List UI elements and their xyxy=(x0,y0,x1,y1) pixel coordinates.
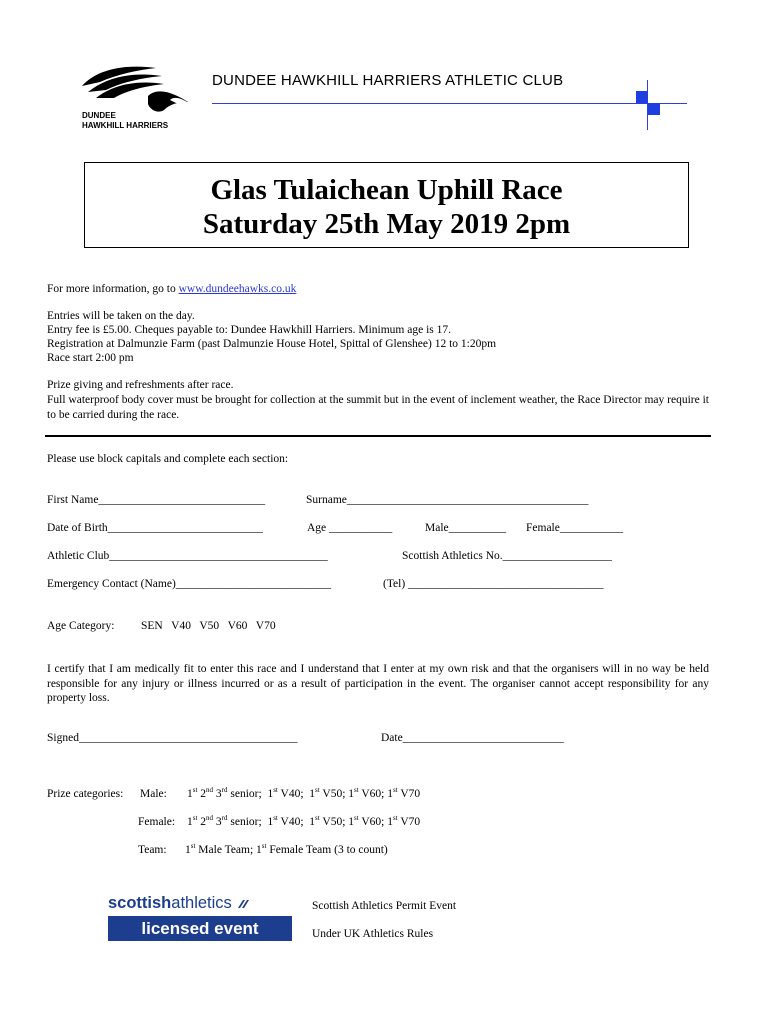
entry-fee-text: Entry fee is £5.00. Cheques payable to: Dundee Hawkhill Harriers. Minimum age is 17. xyxy=(47,324,452,336)
prize-female-list: 1st 2nd 3rd senior; 1st V40; 1st V50; 1st V60; 1st V70 xyxy=(187,814,421,828)
age-category-options[interactable]: SEN V40 V50 V60 V70 xyxy=(141,620,276,632)
sa-logo-bold: scottish xyxy=(108,894,172,912)
age-field[interactable]: Age ___________ xyxy=(307,522,393,534)
emergency-contact-tel-field[interactable]: (Tel) __________________________________ xyxy=(383,578,604,590)
sa-logo-light: athletics xyxy=(171,894,232,912)
prize-male-list: 1st 2nd 3rd senior; 1st V40; 1st V50; 1st V60; 1st V70 xyxy=(187,786,421,800)
header-rule xyxy=(212,103,687,104)
permit-text: Scottish Athletics Permit Event xyxy=(312,900,457,912)
entries-text: Entries will be taken on the day. xyxy=(47,310,195,322)
section-divider xyxy=(45,435,711,437)
website-link[interactable]: www.dundeehawks.co.uk xyxy=(178,283,297,295)
sa-logo-banner: licensed event xyxy=(108,916,292,941)
race-date: Saturday 25th May 2019 2pm xyxy=(202,208,571,240)
waterproof-text: Full waterproof body cover must be brought for collection at the summit but in the event of inclement weather, the Race Director may require it to be carried during the race. xyxy=(47,394,709,421)
title-box xyxy=(84,162,689,248)
prize-female-label: Female: xyxy=(138,816,176,828)
more-info-line xyxy=(47,282,296,296)
female-field[interactable]: Female___________ xyxy=(526,522,624,534)
date-of-birth-field[interactable]: Date of Birth___________________________ xyxy=(47,522,263,534)
prize-team-list: 1st Male Team; 1st Female Team (3 to count) xyxy=(185,842,388,856)
race-start-text: Race start 2:00 pm xyxy=(47,352,134,364)
more-info-text: For more information, go to xyxy=(47,283,179,295)
form-instructions: Please use block capitals and complete each section: xyxy=(47,453,289,465)
emergency-contact-name-field[interactable]: Emergency Contact (Name)___________________________ xyxy=(47,578,332,590)
scottish-athletics-no-field[interactable]: Scottish Athletics No.___________________ xyxy=(402,550,612,562)
prize-male-label: Male: xyxy=(140,788,167,800)
logo-text-line2: HAWKHILL HARRIERS xyxy=(82,121,169,130)
declaration-text: I certify that I am medically fit to enter this race and I understand that I enter at my own risk and that the organisers will in no way be held responsible for any injury or illness incurred or as a result of participation in the event. The organiser cannot accept responsibility for any property loss. xyxy=(47,663,709,704)
signed-field[interactable]: Signed______________________________________ xyxy=(47,732,298,744)
prize-giving-text: Prize giving and refreshments after race. xyxy=(47,379,234,391)
registration-text: Registration at Dalmunzie Farm (past Dalmunzie House Hotel, Spittal of Glenshee) 12 to 1:20pm xyxy=(47,338,497,350)
sa-logo-wordmark xyxy=(108,893,292,913)
athletic-club-field[interactable]: Athletic Club______________________________________ xyxy=(47,550,328,562)
club-logo xyxy=(78,56,198,136)
prize-team-label: Team: xyxy=(138,844,167,856)
runner-icon xyxy=(236,898,250,910)
prize-categories-label: Prize categories: xyxy=(47,788,124,800)
age-category-label: Age Category: xyxy=(47,620,115,632)
first-name-field[interactable]: First Name_____________________________ xyxy=(47,494,266,506)
race-title: Glas Tulaichean Uphill Race xyxy=(210,174,563,206)
male-field[interactable]: Male__________ xyxy=(425,522,507,534)
surname-field[interactable]: Surname__________________________________________ xyxy=(306,494,589,506)
decorative-square xyxy=(648,103,660,115)
logo-text-line1: DUNDEE xyxy=(82,111,116,120)
rules-text: Under UK Athletics Rules xyxy=(312,928,434,940)
club-name: DUNDEE HAWKHILL HARRIERS ATHLETIC CLUB xyxy=(212,72,564,89)
date-field[interactable]: Date____________________________ xyxy=(381,732,564,744)
scottish-athletics-licensed-event-logo xyxy=(108,893,292,941)
decorative-square xyxy=(636,91,648,103)
